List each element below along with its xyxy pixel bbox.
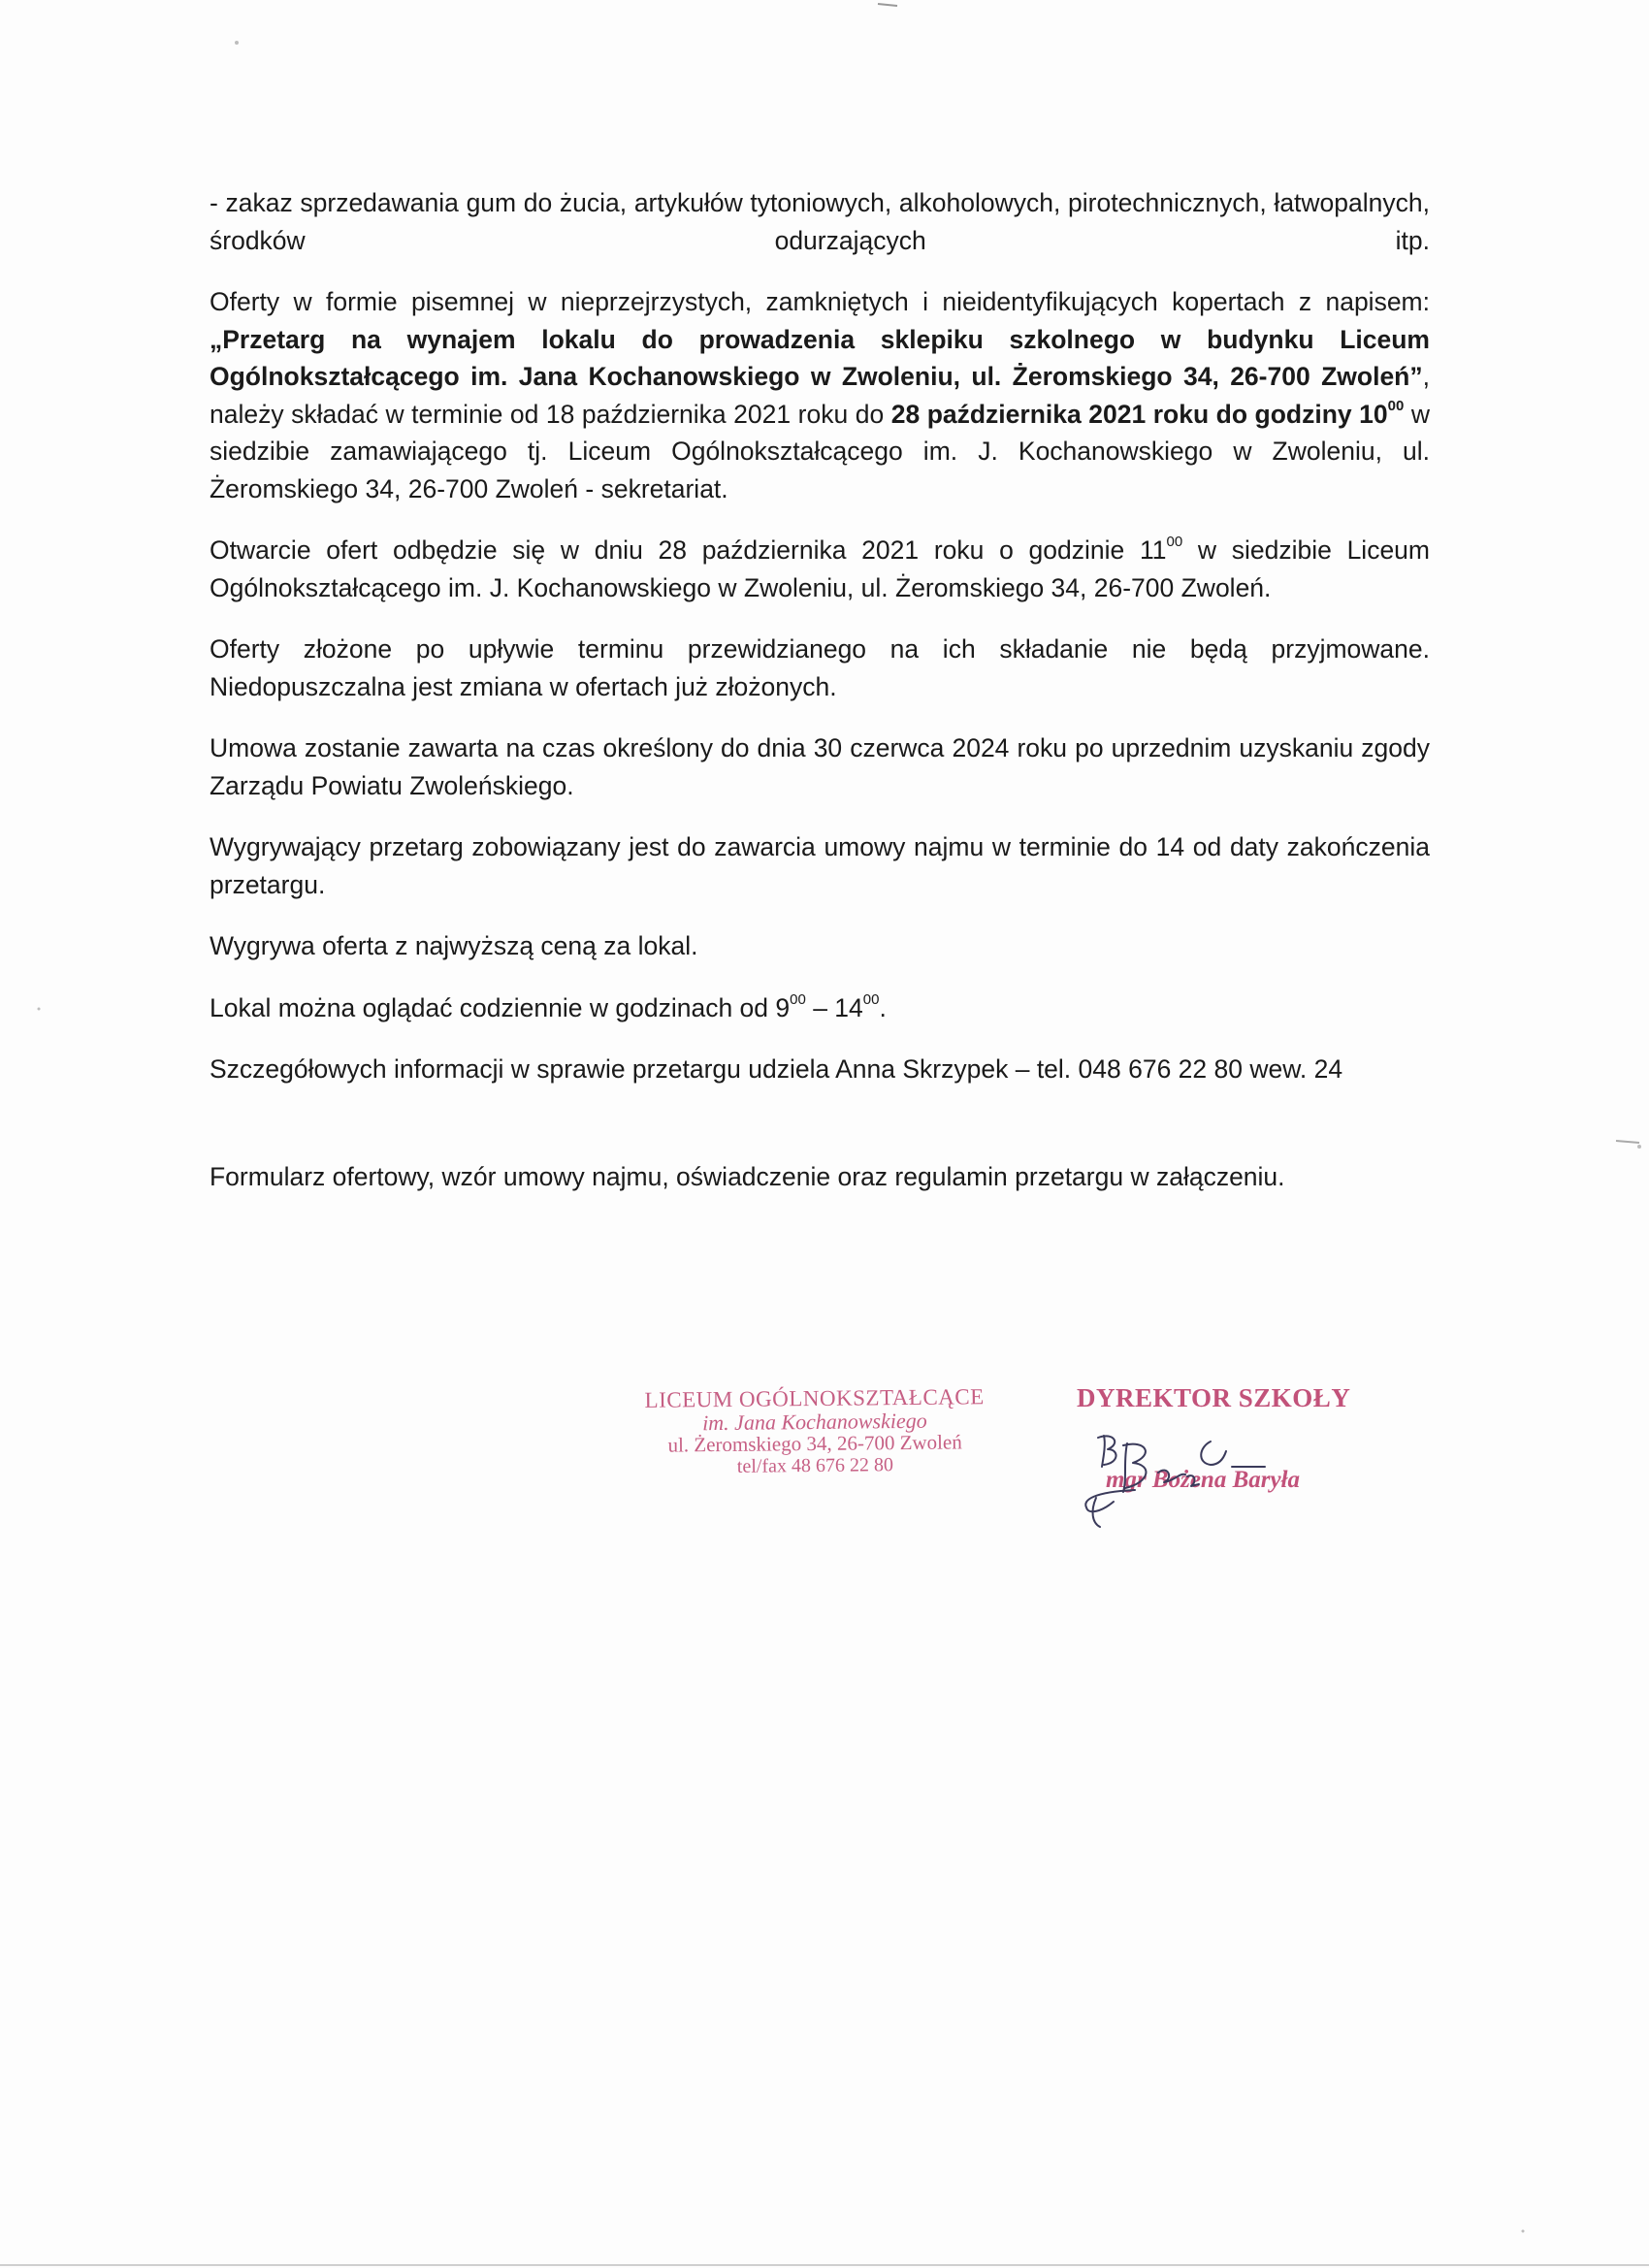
school-stamp [621, 1383, 1010, 1478]
sentence-end: . [879, 992, 887, 1022]
handwritten-signature [1075, 1405, 1301, 1531]
paragraph-text: Wygrywa oferta z najwyższą ceną za lokal. [210, 931, 698, 960]
offer-submission-dates: , należy składać w terminie od 18 października 2021 roku do [210, 362, 1430, 429]
paragraph-text: - zakaz sprzedawania gum do żucia, artykułów tytoniowych, alkoholowych, pirotechnicznych, łatwopalnych, środków odurzających itp. [210, 188, 1430, 255]
tender-envelope-title: „Przetarg na wynajem lokalu do prowadzenia sklepiku szkolnego w budynku Liceum Ogólnokształcącego im. Jana Kochanowskiego w Zwoleniu, ul. Żeromskiego 34, 26-700 Zwoleń” [210, 324, 1430, 391]
paragraph-late-offers [210, 631, 1430, 705]
paragraph-offer-opening [210, 532, 1430, 606]
offer-opening-minutes: 00 [1166, 534, 1183, 551]
paragraph-contract-signing [210, 828, 1430, 903]
viewing-start-minutes: 00 [790, 990, 806, 1008]
offer-deadline-minutes: 00 [1387, 397, 1405, 414]
viewing-hours-text: Lokal można oglądać codziennie w godzinach od 9 [210, 992, 791, 1022]
stamp-school-address: ul. Żeromskiego 34, 26-700 Zwoleń [667, 1430, 962, 1457]
offer-deadline-text: 28 października 2021 roku do godziny 10 [890, 399, 1388, 429]
paragraph-text: Formularz ofertowy, wzór umowy najmu, oświadczenie oraz regulamin przetargu w załączeniu. [210, 1161, 1285, 1191]
paragraph-contact-info [210, 1051, 1430, 1088]
paragraph-offer-submission [210, 283, 1430, 507]
paragraph-prohibited-goods [210, 184, 1430, 259]
paragraph-attachments [210, 1158, 1430, 1196]
stamp-school-name: LICEUM OGÓLNOKSZTAŁCĄCE [644, 1384, 985, 1412]
paragraph-contract-term [210, 729, 1430, 804]
offer-submission-intro: Oferty w formie pisemnej w nieprzejrzystych, zamkniętych i nieidentyfikujących kopertach z napisem: [210, 287, 1430, 316]
paragraph-viewing-hours [210, 989, 1430, 1027]
viewing-end-minutes: 00 [862, 990, 880, 1008]
director-name: mgr Bożena Baryła [1106, 1467, 1301, 1493]
stamp-school-phone: tel/fax 48 676 22 80 [736, 1454, 894, 1477]
offer-opening-date: Otwarcie ofert odbędzie się w dniu 28 października 2021 roku o godzinie 11 [210, 535, 1167, 565]
paragraph-text: Oferty złożone po upływie terminu przewidzianego na ich składanie nie będą przyjmowane. Niedopuszczalna jest zmiana w ofertach już złożonych. [210, 634, 1430, 701]
document-body [210, 184, 1430, 1219]
paragraph-text: Wygrywający przetarg zobowiązany jest do zawarcia umowy najmu w terminie do 14 od daty zakończenia przetargu. [210, 832, 1430, 899]
viewing-end-hour: – 14 [805, 992, 863, 1022]
stamp-school-patron: im. Jana Kochanowskiego [701, 1408, 927, 1436]
paragraph-text: Szczegółowych informacji w sprawie przetargu udziela Anna Skrzypek – tel. 048 676 22 80 wew. 24 [210, 1054, 1343, 1084]
offer-deadline [890, 397, 1405, 429]
director-title: DYREKTOR SZKOŁY [1077, 1383, 1351, 1412]
offer-opening-place: w siedzibie Liceum Ogólnokształcącego im. J. Kochanowskiego w Zwoleniu, ul. Żeromskiego 34, 26-700 Zwoleń. [210, 535, 1430, 602]
offer-submission-place: w siedzibie zamawiającego tj. Liceum Ogólnokształcącego im. J. Kochanowskiego w Zwoleniu, ul. Żeromskiego 34, 26-700 Zwoleń - sekretariat. [210, 399, 1430, 503]
paragraph-winning-offer [210, 927, 1430, 965]
paragraph-text: Umowa zostanie zawarta na czas określony do dnia 30 czerwca 2024 roku po uprzednim uzyskaniu zgody Zarządu Powiatu Zwoleńskiego. [210, 733, 1430, 800]
